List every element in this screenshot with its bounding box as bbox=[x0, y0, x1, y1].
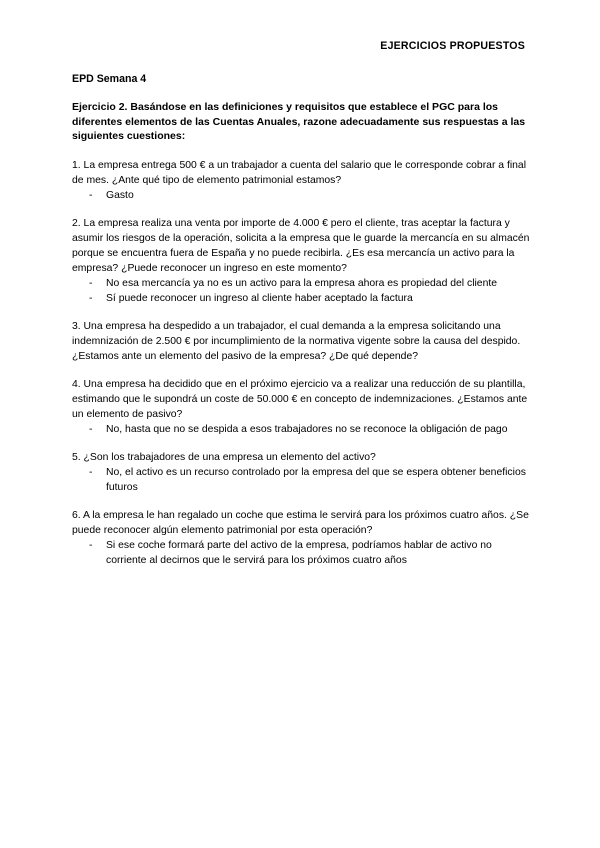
question-text: 2. La empresa realiza una venta por importe de 4.000 € pero el cliente, tras aceptar la factura y asumir los riesgos de la operación, solicita a la empresa que le guarde la mercancía en su almacén porque se encuentra fuera de España y no puede recibirla. ¿Es esa mercancía un activo para la empresa? ¿Puede reconocer un ingreso en este momento? bbox=[72, 217, 530, 274]
question-6 bbox=[72, 508, 530, 568]
question-text: 6. A la empresa le han regalado un coche que estima le servirá para los próximos cuatro años. ¿Se puede reconocer algún elemento patrimonial por esta operación? bbox=[72, 509, 529, 536]
answer-text: Si ese coche formará parte del activo de la empresa, podríamos hablar de activo no corriente al decirnos que le servirá para los próximos cuatro años bbox=[106, 539, 492, 566]
answer-item bbox=[72, 422, 530, 437]
question-5 bbox=[72, 450, 530, 495]
bullet-dash: - bbox=[89, 277, 93, 289]
bullet-dash: - bbox=[89, 189, 93, 201]
answer-item bbox=[72, 188, 530, 203]
answer-list bbox=[72, 465, 530, 495]
epd-week-label: EPD Semana 4 bbox=[72, 73, 147, 85]
answer-text: No, el activo es un recurso controlado por la empresa del que se espera obtener beneficios futuros bbox=[106, 466, 526, 493]
question-text: 4. Una empresa ha decidido que en el próximo ejercicio va a realizar una reducción de su plantilla, estimando que le supondrá un coste de 50.000 € en concepto de indemnizaciones. ¿Estamos ante un elemento de pasivo? bbox=[72, 378, 528, 420]
answer-item bbox=[72, 465, 530, 495]
answer-list bbox=[72, 538, 530, 568]
answer-text: Gasto bbox=[106, 189, 134, 201]
answer-list bbox=[72, 276, 530, 306]
document-body bbox=[72, 72, 530, 581]
answer-text: No, hasta que no se despida a esos trabajadores no se reconoce la obligación de pago bbox=[106, 423, 508, 435]
question-text: 5. ¿Son los trabajadores de una empresa un elemento del activo? bbox=[72, 451, 376, 463]
bullet-dash: - bbox=[89, 292, 93, 304]
answer-item bbox=[72, 276, 530, 291]
answer-item bbox=[72, 291, 530, 306]
exercise-statement: Ejercicio 2. Basándose en las definiciones y requisitos que establece el PGC para los diferentes elementos de las Cuentas Anuales, razone adecuadamente sus respuestas a las siguientes cuestiones: bbox=[72, 101, 526, 142]
bullet-dash: - bbox=[89, 539, 93, 551]
page-header-title: EJERCICIOS PROPUESTOS bbox=[380, 40, 525, 52]
answer-list bbox=[72, 422, 530, 437]
question-3 bbox=[72, 319, 530, 364]
answer-list bbox=[72, 188, 530, 203]
answer-text: No esa mercancía ya no es un activo para la empresa ahora es propiedad del cliente bbox=[106, 277, 498, 289]
question-1 bbox=[72, 158, 530, 203]
answer-text: Sí puede reconocer un ingreso al cliente haber aceptado la factura bbox=[106, 292, 413, 304]
question-text: 1. La empresa entrega 500 € a un trabajador a cuenta del salario que le corresponde cobrar a final de mes. ¿Ante qué tipo de elemento patrimonial estamos? bbox=[72, 159, 527, 186]
bullet-dash: - bbox=[89, 423, 93, 435]
answer-item bbox=[72, 538, 530, 568]
question-4 bbox=[72, 377, 530, 437]
bullet-dash: - bbox=[89, 466, 93, 478]
question-text: 3. Una empresa ha despedido a un trabajador, el cual demanda a la empresa solicitando una indemnización de 2.500 € por incumplimiento de la normativa vigente sobre la causa del despido. ¿Estamos ante un elemento del pasivo de la empresa? ¿De qué depende? bbox=[72, 320, 521, 362]
question-2 bbox=[72, 216, 530, 306]
